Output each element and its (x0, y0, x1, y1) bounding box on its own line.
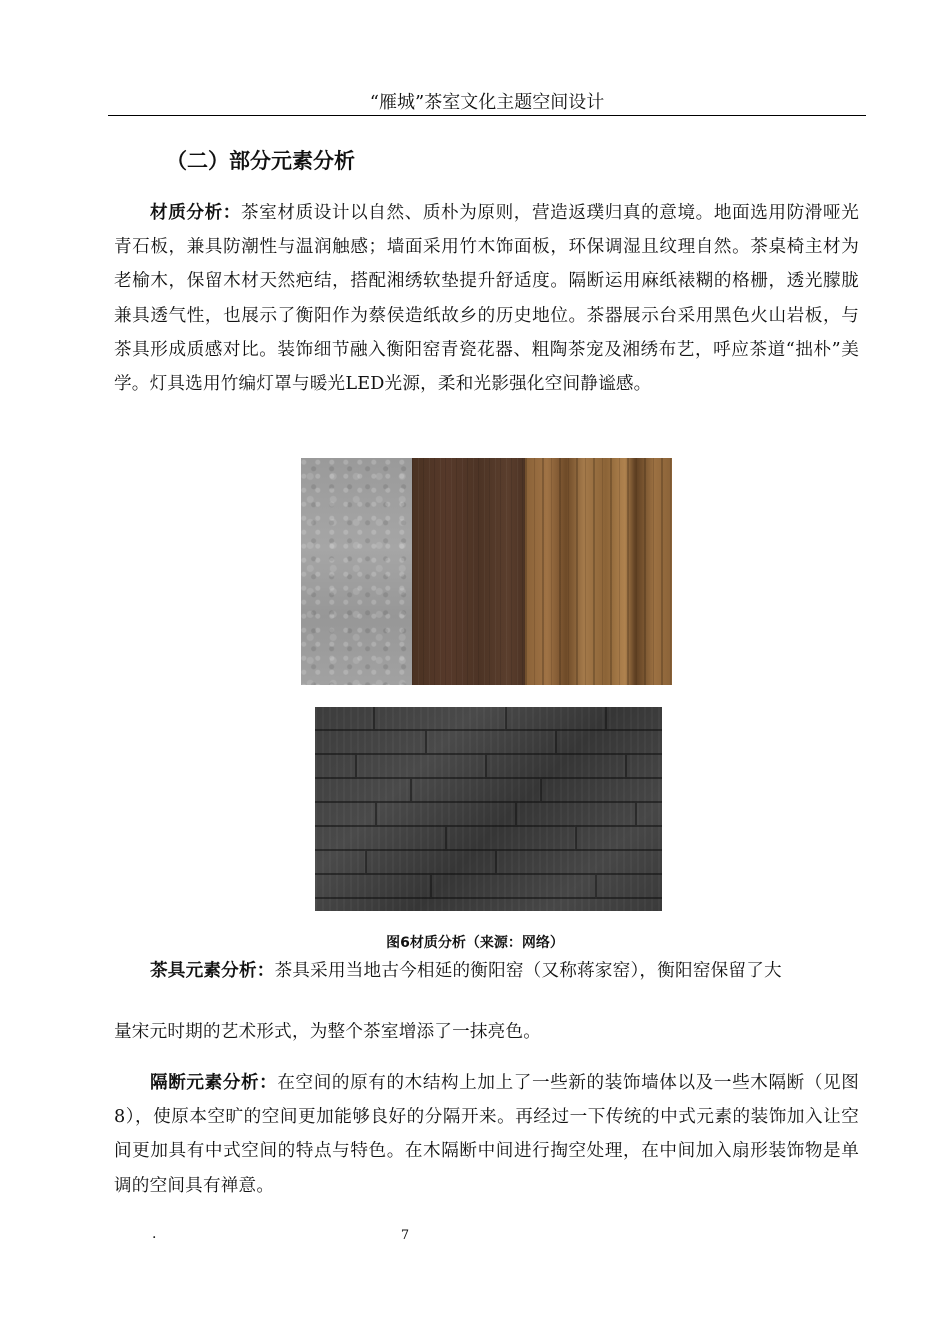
dark-stone-brick-texture (315, 707, 662, 911)
teaware-analysis-lead: 茶具元素分析： (150, 961, 275, 981)
figure-caption: 图6材质分析（来源：网络） (386, 935, 564, 951)
material-analysis-text: 茶室材质设计以自然、质朴为原则，营造返璞归真的意境。地面选用防滑哑光青石板，兼具防潮性与温润触感；墙面采用竹木饰面板，环保调湿且纹理自然。茶桌椅主材为老榆木，保留木材天然疤结，搭配湘绣软垫提升舒适度。隔断运用麻纸裱糊的格栅，透光朦胧兼具透气性，也展示了衡阳作为蔡侯造纸故乡的历史地位。茶器展示台采用黑色火山岩板，与茶具形成质感对比。装饰细节融入衡阳窑青瓷花器、粗陶茶宠及湘绣布艺，呼应茶道“拙朴”美学。灯具选用竹编灯罩与暖光LED光源，柔和光影强化空间静谧感。 (114, 203, 859, 395)
header-divider (108, 115, 866, 116)
page-header-title: “雁城”茶室文化主题空间设计 (369, 92, 605, 113)
partition-analysis-lead: 隔断元素分析： (150, 1073, 278, 1093)
walnut-wood-texture-swatch (412, 458, 525, 685)
teaware-analysis-continuation: 量宋元时期的艺术形式，为整个茶室增添了一抹亮色。 (114, 1022, 542, 1042)
material-analysis-lead: 材质分析： (150, 203, 241, 223)
partition-analysis-text: 在空间的原有的木结构上加上了一些新的装饰墙体以及一些木隔断（见图8），使原本空旷的空间更加能够良好的分隔开来。再经过一下传统的中式元素的装饰加入让空间更加具有中式空间的特点与特色。在木隔断中间进行掏空处理，在中间加入扇形装饰物是单调的空间具有禅意。 (114, 1073, 859, 1196)
stone-texture-swatch (301, 458, 412, 685)
section-title: （二）部分元素分析 (166, 149, 355, 173)
oak-wood-texture-swatch (525, 458, 672, 685)
teaware-analysis-text: 茶具采用当地古今相延的衡阳窑（又称蒋家窑），衡阳窑保留了大 (274, 961, 782, 981)
partition-analysis-paragraph (114, 1066, 859, 1203)
teaware-analysis-paragraph (114, 954, 859, 988)
footer-bullet: · (152, 1230, 157, 1246)
material-analysis-paragraph (114, 196, 859, 401)
material-swatches (301, 458, 672, 685)
page-number: 7 (400, 1228, 410, 1243)
